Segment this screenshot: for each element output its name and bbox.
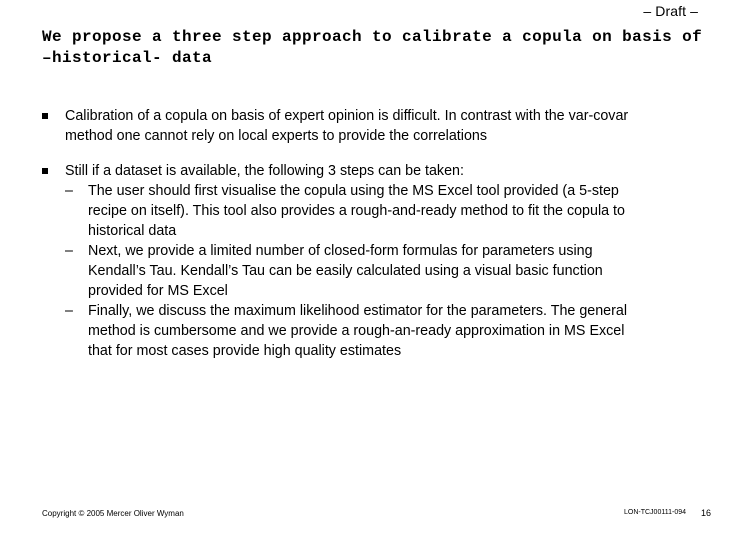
bullet-list: [42, 106, 722, 376]
sub-text-line: provided for MS Excel: [88, 283, 228, 299]
bullet-text-line: Calibration of a copula on basis of expert opinion is difficult. In contrast with the var-covar: [65, 108, 629, 124]
slide-title: [42, 27, 722, 69]
sub-text-line: Finally, we discuss the maximum likelihood estimator for the parameters. The general: [88, 303, 628, 319]
title-line-2: –historical- data: [42, 49, 213, 67]
sub-item: [65, 301, 722, 361]
sub-text-line: recipe on itself). This tool also provides a rough-and-ready method to fit the copula to: [88, 203, 625, 219]
sub-text-line: historical data: [88, 223, 177, 239]
sub-text-line: Kendall’s Tau. Kendall’s Tau can be easily calculated using a visual basic function: [88, 263, 603, 279]
sub-item: [65, 181, 722, 241]
sub-text-line: Next, we provide a limited number of closed-form formulas for parameters using: [88, 243, 593, 259]
sub-text-line: that for most cases provide high quality estimates: [88, 343, 402, 359]
square-bullet-icon: [42, 113, 48, 119]
sub-text-line: method is cumbersome and we provide a rough-an-ready approximation in MS Excel: [88, 323, 625, 339]
bullet-item: [42, 161, 722, 361]
title-line-1: We propose a three step approach to calibrate a copula on basis of: [42, 28, 703, 46]
bullet-item: [42, 106, 722, 146]
square-bullet-icon: [42, 168, 48, 174]
page-number: 16: [701, 508, 712, 518]
dash-marker: –: [65, 183, 73, 199]
dash-marker: –: [65, 243, 73, 259]
dash-marker: –: [65, 303, 73, 319]
footer-doc-code: LON-TCJ00111-094: [624, 509, 686, 516]
sub-text-line: The user should first visualise the copula using the MS Excel tool provided (a 5-step: [88, 183, 619, 199]
footer-copyright: Copyright © 2005 Mercer Oliver Wyman: [42, 509, 184, 518]
bullet-text-line: method one cannot rely on local experts to provide the correlations: [65, 128, 488, 144]
bullet-text-line: Still if a dataset is available, the following 3 steps can be taken:: [65, 163, 464, 179]
draft-label: – Draft –: [643, 3, 698, 19]
sub-item: [65, 241, 722, 301]
